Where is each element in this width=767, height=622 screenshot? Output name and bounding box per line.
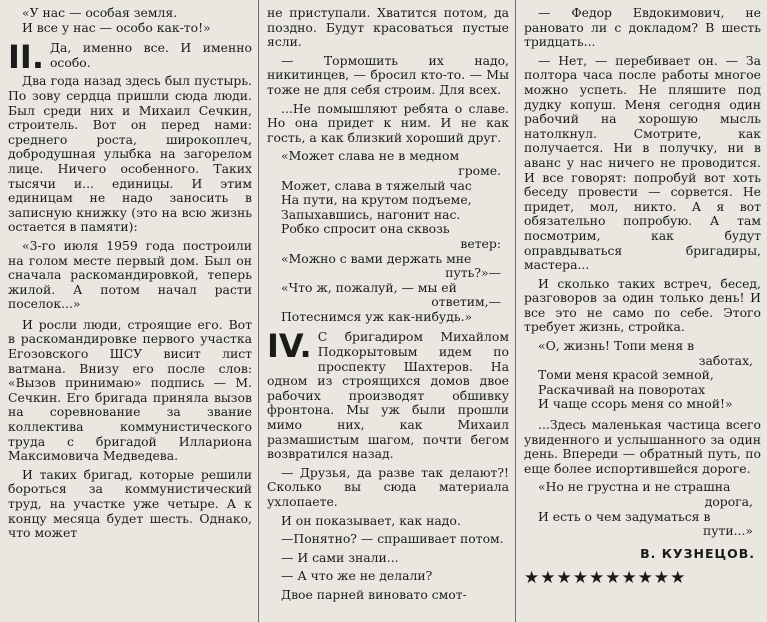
column-3	[516, 0, 767, 622]
section-2-lead	[8, 38, 252, 77]
verse-line: И есть о чем задуматься в	[538, 508, 711, 524]
verse-line: «Можно с вами держать мне	[281, 250, 472, 266]
epigraph-verse	[8, 6, 252, 35]
paragraph: — Тормошить их надо, никитинцев, — бросил кто-то. — Мы тоже не для себя строим. Для всех.	[267, 52, 509, 97]
paragraph: — А что же не делали?	[281, 568, 433, 584]
section-4-numeral: IV.	[267, 327, 312, 366]
paragraph: — Нет, — перебивает он. — За полтора часа после работы многое можно успеть. Не пляшите под дудку копуш. Меня сегодня один рабочий на хорошую мысль натолкнул. Смотрите, как получается. Ни в получку, ни в аванс у нас ничего не проводится. И все говорят: попробуй вот хоть беседу провести — сорвется. Не придет, мол, никто. А я вот обязательно попробую. А там посмотрим, как будут оправдываться бригадиры, мастера...	[524, 52, 761, 273]
paragraph: — Федор Евдокимович, не рановато ли с докладом? В шесть тридцать...	[524, 5, 761, 50]
paragraph: И сколько таких встреч, бесед, разговоров за один только день! И все это не само по себе. Этого требует жизнь, стройка.	[524, 275, 761, 335]
section-4-paragraph	[267, 327, 509, 462]
paragraph: — И сами знали...	[281, 549, 399, 565]
verse-line: путь?»—	[445, 265, 501, 281]
verse-line: И чаще ссорь меня со мной!»	[538, 396, 733, 412]
verse-line: Потеснимся уж как-нибудь.»	[281, 308, 473, 324]
verse-line: Может, слава в тяжелый час	[281, 177, 472, 193]
verse-line: Раскачивай на поворотах	[538, 381, 706, 397]
quote: «3-го июля 1959 года построили на голом месте первый дом. Был он сначала раскомандировкой, теперь жилой. А потом начал расти поселок...»	[8, 237, 252, 312]
verse-line: Томи меня красой земной,	[538, 367, 714, 383]
section-2-numeral: II.	[8, 38, 44, 77]
poem-verse	[524, 339, 761, 412]
paragraph: ...Здесь маленькая частица всего увиденного и услышанного за один день. Впереди — обратный путь, по еще более испортившейся дороге.	[524, 417, 761, 476]
column-2	[259, 0, 515, 622]
paragraph: не приступали. Хватится потом, да поздно. Будут красоваться пустые ясли.	[267, 5, 509, 50]
verse-line: «О, жизнь! Топи меня в	[538, 338, 695, 354]
section-4-text: С бригадиром Михайлом Подкорытовым идем по проспекту Шахтеров. На одном из строящихся домов двое рабочих производят обшивку фронтона. Мы уж были прошли мимо них, как Михаил размашистым шагом, почти бегом возвратился назад.	[267, 329, 509, 462]
verse-line: ветер:	[460, 235, 501, 251]
verse-line: На пути, на крутом подъеме,	[281, 192, 472, 208]
paragraph: И таких бригад, которые решили бороться за коммунистический труд, на участке уже четыре. А к концу месяца будет шесть. Однако, что может	[8, 466, 252, 541]
paragraph: И он показывает, как надо.	[281, 512, 461, 528]
author-signature: В. КУЗНЕЦОВ.	[640, 545, 755, 561]
poem-verse	[267, 149, 509, 324]
paragraph: —Понятно? — спрашивает потом.	[281, 531, 504, 547]
paragraph: — Друзья, да разве так делают?! Сколько вы сюда материала ухлопаете.	[267, 464, 509, 509]
paragraph: Два года назад здесь был пустырь. По зову сердца пришли сюда люди. Был среди них и Михаил Сечкин, строитель. Вот он перед нами: среднего роста, широкоплеч, добродушная улыбка на загорелом лице. Ничего особенного. Таких тысячи и... единицы. И этим единицам не надо заносить в записную книжку (это на всю жизнь остается в памяти):	[8, 73, 252, 235]
verse-line: ответим,—	[431, 294, 501, 310]
verse-line: Запыхавшись, нагонит нас.	[281, 206, 461, 222]
verse-line: «У нас — особая земля.	[22, 5, 178, 20]
column-1	[0, 0, 258, 622]
paragraph: Двое парней виновато смот-	[281, 586, 467, 602]
verse-line: заботах,	[698, 352, 753, 368]
verse-line: «Но не грустна и не страшна	[538, 479, 731, 495]
section-2-lead-text: Да, именно все. И именно особо.	[49, 40, 252, 70]
verse-line: «Может слава не в медном	[281, 148, 460, 164]
poem-verse	[524, 480, 761, 538]
paragraph: ...Не помышляют ребята о славе. Но она придет к ним. И не как гость, а как близкий хороший друг.	[267, 100, 509, 145]
star-row-decoration: ★★★★★★★★★★	[524, 568, 687, 589]
verse-line: «Что ж, пожалуй, — мы ей	[281, 279, 457, 295]
paragraph: И росли люди, строящие его. Вот в раскомандировке первого участка Егозовского ШСУ висит лист ватмана. Внизу его после слов: «Вызов принимаю» подпись — М. Сечкин. Его бригада приняла вызов на соревнование за звание коллектива коммунистического труда с бригадой Иллариона Максимовича Медведева.	[8, 316, 252, 464]
verse-line: И все у нас — особо как-то!»	[22, 19, 211, 35]
verse-line: пути...»	[702, 523, 753, 539]
verse-line: громе.	[458, 162, 501, 178]
verse-line: дорога,	[704, 494, 753, 509]
verse-line: Робко спросит она сквозь	[281, 221, 450, 237]
